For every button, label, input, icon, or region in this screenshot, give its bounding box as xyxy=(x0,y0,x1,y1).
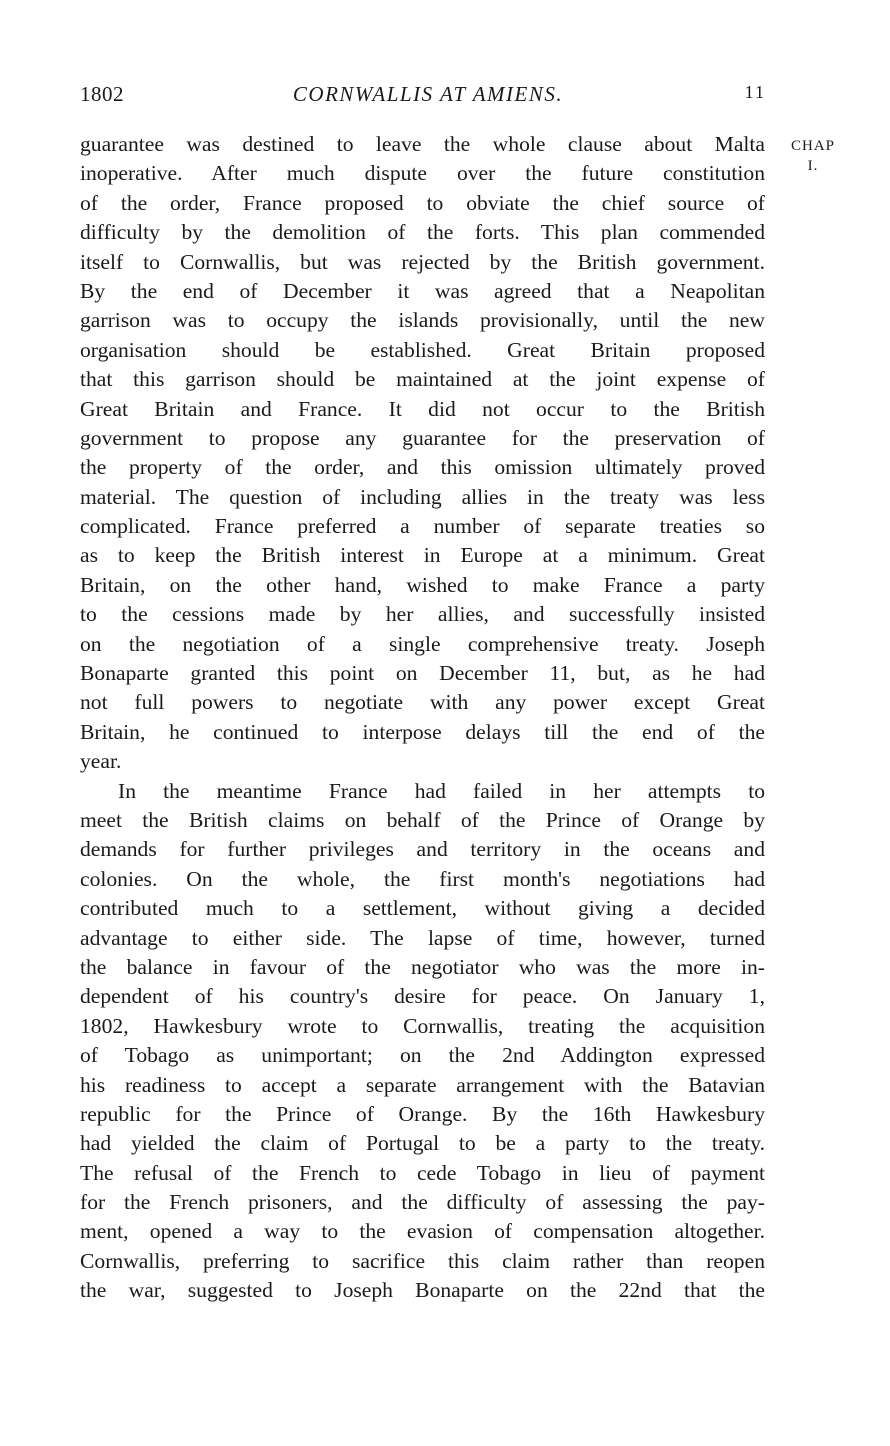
text-line: of the order, France proposed to obviate the chief source of xyxy=(80,190,765,215)
text-line: dependent of his country's desire for peace. On January 1, xyxy=(80,984,765,1009)
text-line: Britain, he continued to interpose delays till the end of the xyxy=(80,719,765,744)
text-line: complicated. France preferred a number of separate treaties so xyxy=(80,514,765,539)
text-line: of Tobago as unimportant; on the 2nd Addington expressed xyxy=(80,1043,765,1068)
text-line: for the French prisoners, and the difficulty of assessing the pay- xyxy=(80,1190,765,1215)
text-line: on the negotiation of a single comprehensive treaty. Joseph xyxy=(80,631,765,656)
chapter-label: CHAP xyxy=(790,138,835,154)
text-line: By the end of December it was agreed that a Neapolitan xyxy=(80,278,765,303)
text-line: itself to Cornwallis, but was rejected by the British government. xyxy=(80,249,765,274)
text-line: that this garrison should be maintained at the joint expense of xyxy=(80,367,765,392)
text-line: meet the British claims on behalf of the Prince of Orange by xyxy=(80,807,765,832)
text-line: republic for the Prince of Orange. By the 16th Hawkesbury xyxy=(80,1101,765,1126)
running-head-title: CORNWALLIS AT AMIENS. xyxy=(292,82,564,106)
text-line: advantage to either side. The lapse of time, however, turned xyxy=(80,925,765,950)
text-line: organisation should be established. Great Britain proposed xyxy=(80,337,765,362)
text-line: Bonaparte granted this point on December 11, but, as he had xyxy=(80,661,765,686)
body-text xyxy=(80,130,765,1306)
paragraph-start-line: In the meantime France had failed in her attempts to xyxy=(118,778,765,803)
chapter-margin-note xyxy=(778,136,848,176)
text-line: Britain, on the other hand, wished to make France a party xyxy=(80,572,765,597)
text-line: Cornwallis, preferring to sacrifice this claim rather than reopen xyxy=(80,1248,765,1273)
text-line: the balance in favour of the negotiator who was the more in- xyxy=(80,954,765,979)
text-line: not full powers to negotiate with any power except Great xyxy=(80,690,765,715)
chapter-number: I. xyxy=(807,158,819,174)
text-line: inoperative. After much dispute over the future constitution xyxy=(80,161,765,186)
text-line: ment, opened a way to the evasion of compensation altogether. xyxy=(80,1219,765,1244)
text-line: as to keep the British interest in Europe at a minimum. Great xyxy=(80,543,765,568)
text-line: contributed much to a settlement, without giving a decided xyxy=(80,896,765,921)
text-line: colonies. On the whole, the first month's negotiations had xyxy=(80,866,765,891)
text-line: had yielded the claim of Portugal to be a party to the treaty. xyxy=(80,1131,765,1156)
text-line: government to propose any guarantee for the preservation of xyxy=(80,425,765,450)
running-head-year: 1802 xyxy=(80,82,124,106)
text-line: to the cessions made by her allies, and successfully insisted xyxy=(80,602,765,627)
text-line: the war, suggested to Joseph Bonaparte on the 22nd that the xyxy=(80,1278,765,1303)
text-line: material. The question of including allies in the treaty was less xyxy=(80,484,765,509)
text-line: 1802, Hawkesbury wrote to Cornwallis, treating the acquisition xyxy=(80,1013,765,1038)
text-line: guarantee was destined to leave the whole clause about Malta xyxy=(80,132,765,156)
page-number: 11 xyxy=(744,82,766,102)
text-line: The refusal of the French to cede Tobago in lieu of payment xyxy=(80,1160,765,1185)
paragraph-end-line: year. xyxy=(80,749,122,774)
running-head xyxy=(80,82,766,110)
text-line: garrison was to occupy the islands provisionally, until the new xyxy=(80,308,765,333)
text-line: demands for further privileges and territory in the oceans and xyxy=(80,837,765,862)
text-line: the property of the order, and this omission ultimately proved xyxy=(80,455,765,480)
text-line: difficulty by the demolition of the forts. This plan commended xyxy=(80,220,765,245)
text-line: his readiness to accept a separate arrangement with the Batavian xyxy=(80,1072,765,1097)
text-line: Great Britain and France. It did not occur to the British xyxy=(80,396,765,421)
